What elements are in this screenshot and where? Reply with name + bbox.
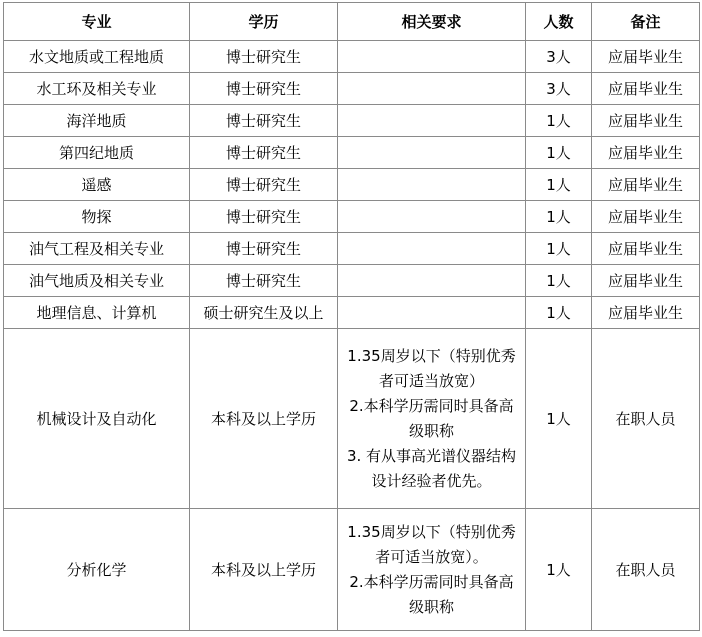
header-row	[4, 3, 700, 41]
requirement-line: 1.35周岁以下（特别优秀	[347, 522, 516, 541]
table-row	[4, 105, 700, 137]
cell-note: 应届毕业生	[592, 137, 700, 169]
cell-count: 1人	[526, 201, 592, 233]
cell-count: 1人	[526, 329, 592, 509]
cell-education: 博士研究生	[190, 201, 338, 233]
cell-education: 博士研究生	[190, 233, 338, 265]
cell-education: 博士研究生	[190, 105, 338, 137]
cell-major: 油气工程及相关专业	[4, 233, 190, 265]
cell-requirements	[338, 329, 526, 509]
cell-count: 3人	[526, 41, 592, 73]
cell-major: 遥感	[4, 169, 190, 201]
cell-requirements	[338, 137, 526, 169]
cell-note: 应届毕业生	[592, 105, 700, 137]
cell-count: 1人	[526, 509, 592, 631]
table-row	[4, 509, 700, 631]
cell-count: 1人	[526, 233, 592, 265]
cell-requirements	[338, 297, 526, 329]
cell-education: 博士研究生	[190, 73, 338, 105]
cell-count: 1人	[526, 265, 592, 297]
cell-major: 物探	[4, 201, 190, 233]
table-row	[4, 169, 700, 201]
table-row	[4, 297, 700, 329]
requirement-line: 者可适当放宽）	[378, 371, 484, 390]
table-row	[4, 329, 700, 509]
recruitment-table	[3, 2, 700, 631]
header-count: 人数	[526, 3, 592, 41]
table-row	[4, 265, 700, 297]
header-note: 备注	[592, 3, 700, 41]
cell-education: 博士研究生	[190, 41, 338, 73]
table-row	[4, 201, 700, 233]
cell-major: 水工环及相关专业	[4, 73, 190, 105]
cell-note: 应届毕业生	[592, 297, 700, 329]
table-row	[4, 73, 700, 105]
requirement-line: 3. 有从事高光谱仪器结构	[346, 446, 517, 465]
cell-note: 应届毕业生	[592, 233, 700, 265]
requirement-line: 者可适当放宽）。	[375, 547, 488, 566]
table-row	[4, 233, 700, 265]
header-requirements: 相关要求	[338, 3, 526, 41]
cell-requirements	[338, 233, 526, 265]
cell-requirements	[338, 169, 526, 201]
cell-education: 博士研究生	[190, 137, 338, 169]
cell-education: 本科及以上学历	[190, 329, 338, 509]
cell-major: 海洋地质	[4, 105, 190, 137]
cell-count: 3人	[526, 73, 592, 105]
cell-note: 应届毕业生	[592, 265, 700, 297]
cell-count: 1人	[526, 297, 592, 329]
table-row	[4, 41, 700, 73]
cell-note: 应届毕业生	[592, 73, 700, 105]
cell-requirements	[338, 73, 526, 105]
cell-major: 第四纪地质	[4, 137, 190, 169]
cell-count: 1人	[526, 137, 592, 169]
cell-major: 水文地质或工程地质	[4, 41, 190, 73]
cell-education: 博士研究生	[190, 265, 338, 297]
cell-requirements	[338, 41, 526, 73]
cell-major: 油气地质及相关专业	[4, 265, 190, 297]
requirement-line: 设计经验者优先。	[371, 471, 492, 490]
table-body	[4, 41, 700, 631]
requirement-line: 级职称	[408, 421, 454, 440]
table-row	[4, 137, 700, 169]
cell-major: 机械设计及自动化	[4, 329, 190, 509]
cell-major: 分析化学	[4, 509, 190, 631]
cell-requirements	[338, 509, 526, 631]
requirement-line: 级职称	[408, 597, 454, 616]
cell-note: 应届毕业生	[592, 201, 700, 233]
cell-note: 在职人员	[592, 329, 700, 509]
cell-education: 硕士研究生及以上	[190, 297, 338, 329]
cell-count: 1人	[526, 169, 592, 201]
cell-major: 地理信息、计算机	[4, 297, 190, 329]
header-education: 学历	[190, 3, 338, 41]
cell-note: 应届毕业生	[592, 41, 700, 73]
cell-requirements	[338, 201, 526, 233]
cell-requirements	[338, 105, 526, 137]
cell-education: 博士研究生	[190, 169, 338, 201]
cell-note: 应届毕业生	[592, 169, 700, 201]
requirement-line: 1.35周岁以下（特别优秀	[347, 346, 516, 365]
cell-count: 1人	[526, 105, 592, 137]
header-major: 专业	[4, 3, 190, 41]
requirement-line: 2.本科学历需同时具备高	[349, 396, 514, 415]
requirement-line: 2.本科学历需同时具备高	[349, 572, 514, 591]
cell-note: 在职人员	[592, 509, 700, 631]
cell-education: 本科及以上学历	[190, 509, 338, 631]
cell-requirements	[338, 265, 526, 297]
